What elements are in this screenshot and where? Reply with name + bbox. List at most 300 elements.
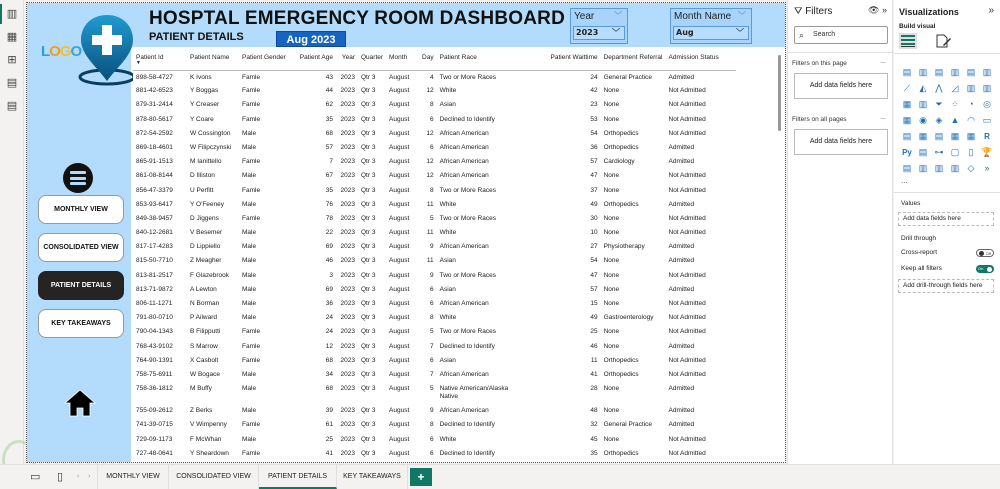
table-cell-patient-name: M Ianittello [190, 158, 222, 166]
smart-narrative-visual-icon[interactable]: ▯ [968, 146, 974, 157]
table-row[interactable] [133, 354, 736, 368]
table-cell-patient-id: 791-80-0710 [136, 314, 173, 322]
filled-map-visual-icon[interactable]: ◈ [935, 114, 943, 125]
column-header-label: Department Referral [603, 54, 663, 61]
table-cell-patient-gender: Male [242, 229, 257, 237]
table-cell-patient-race: Two or More Races [439, 271, 496, 279]
menu-button[interactable] [63, 163, 93, 193]
column-header-label: Quarter [361, 54, 384, 61]
table-row[interactable] [133, 127, 736, 141]
column-header-day[interactable] [419, 51, 437, 70]
table-cell-patient-id: 853-93-6417 [136, 200, 173, 208]
table-cell-patient-id: 758-75-6911 [136, 370, 173, 378]
tab-patient-details[interactable]: PATIENT DETAILS [259, 465, 337, 489]
table-cell-patient-race: Declined to Identify [439, 342, 495, 350]
table-row[interactable] [133, 169, 736, 183]
qa-visual-icon[interactable]: ▢ [950, 146, 960, 157]
table-cell-year: 2023 [340, 143, 355, 151]
table-cell-admission-status: Not Admitted [668, 129, 706, 137]
table-cell-patient-id: 815-50-7710 [136, 257, 173, 265]
table-cell-department-referral: None [603, 435, 620, 443]
ribbon-visual-icon[interactable]: ▦ [902, 98, 912, 109]
table-cell-patient-age: 46 [325, 257, 333, 265]
table-cell-patient-age: 36 [325, 300, 333, 307]
table-cell-patient-name: V Besemer [190, 229, 223, 237]
filters-this-page-dropzone[interactable]: Add data fields here [794, 73, 888, 99]
clustered-column-visual-icon[interactable]: ▥ [950, 66, 960, 77]
table-cell-patient-age: 68 [325, 129, 333, 137]
table-cell-patient-id: 790-04-1343 [136, 328, 173, 336]
filters-all-pages-dropzone[interactable]: Add data fields here [794, 129, 888, 155]
column-header-label: Patient Gender [242, 54, 286, 61]
shape-map-visual-icon[interactable]: ◇ [967, 162, 975, 173]
table-cell-department-referral: None [603, 285, 620, 293]
report-canvas [26, 2, 786, 463]
ribbon-line-visual-icon[interactable]: ◿ [951, 82, 959, 93]
table-cell-patient-waittime: 48 [590, 407, 598, 415]
eye-icon[interactable]: 👁 [868, 5, 880, 15]
add-page-button[interactable]: + [410, 468, 432, 486]
table-cell-admission-status: Not Admitted [668, 271, 706, 279]
column-header-patient-name[interactable] [187, 51, 239, 70]
column-header-department-referral[interactable] [601, 51, 666, 70]
table-row[interactable] [133, 226, 736, 240]
toggle-knob [979, 251, 984, 256]
table-cell-patient-age: 25 [325, 435, 333, 443]
table-cell-department-referral: Orthopedics [603, 370, 639, 378]
year-dropdown[interactable] [573, 26, 625, 40]
table-row[interactable] [133, 447, 736, 461]
table-row[interactable] [133, 283, 736, 297]
table-cell-patient-name: P Ailward [190, 314, 217, 322]
line-column-visual-icon[interactable]: ▥ [966, 82, 976, 93]
table-vertical-scrollbar[interactable] [778, 55, 781, 131]
table-row[interactable] [133, 254, 736, 268]
table-row[interactable] [133, 433, 736, 447]
column-header-quarter[interactable] [358, 51, 386, 70]
month-slicer[interactable] [670, 8, 752, 44]
decomposition-tree-visual-icon[interactable]: ⊶ [934, 146, 944, 157]
table-cell-patient-gender: Male [242, 172, 257, 180]
filters-search-input[interactable] [794, 26, 888, 44]
table-cell-patient-name: Y Boggas [190, 87, 219, 95]
pie-visual-icon[interactable]: ◔ [968, 99, 974, 109]
patient-details-table [133, 51, 783, 461]
scroll-right-icon[interactable]: › [88, 473, 91, 480]
table-cell-patient-age: 68 [325, 385, 333, 393]
donut-visual-icon[interactable]: ◎ [983, 98, 991, 109]
kpi-visual-icon[interactable]: ▦ [918, 130, 928, 141]
month-dropdown[interactable] [673, 26, 749, 40]
table-cell-patient-gender: Famle [242, 101, 261, 109]
table-cell-patient-name: Y Coare [190, 115, 214, 123]
stacked-area-visual-icon[interactable]: ⋀ [935, 82, 943, 93]
table-cell-day: 7 [429, 370, 434, 378]
azure-map-visual-icon[interactable]: ▲ [950, 115, 960, 125]
table-cell-patient-gender: Famle [242, 449, 261, 457]
funnel-visual-icon[interactable]: ⏷ [935, 98, 943, 109]
table-cell-patient-name: A Lewton [190, 285, 217, 293]
more-visual-icon[interactable]: » [984, 163, 990, 173]
table-cell-patient-waittime: 25 [590, 328, 598, 336]
scatter-visual-icon[interactable]: ⁘ [951, 98, 959, 109]
table-cell-department-referral: Physiotherapy [603, 243, 645, 251]
stacked-column-visual-icon[interactable]: ▥ [918, 66, 928, 77]
table-row[interactable] [133, 84, 736, 98]
table-row[interactable] [133, 212, 736, 226]
table-cell-quarter: Qtr 3 [361, 115, 376, 123]
filters-pane [787, 0, 893, 464]
table-cell-patient-gender: Famle [242, 214, 261, 222]
table-cell-day: 12 [426, 158, 434, 166]
table-cell-admission-status: Not Admitted [668, 101, 706, 109]
multi-row-card-visual-icon[interactable]: ▤ [902, 130, 912, 141]
area-visual-icon[interactable]: ◭ [919, 82, 927, 93]
table-cell-patient-race: African American [439, 129, 489, 137]
table-cell-admission-status: Admitted [668, 200, 695, 208]
table-cell-patient-name: V Wimpenny [190, 421, 227, 429]
table-cell-admission-status: Not Admitted [668, 172, 706, 180]
table-cell-patient-age: 44 [325, 87, 333, 95]
table-cell-month: August [389, 435, 410, 443]
waterfall-visual-icon[interactable]: ▥ [918, 98, 928, 109]
table-cell-quarter: Qtr 3 [361, 257, 376, 265]
table-cell-patient-name: D Jiggens [190, 214, 219, 222]
collapse-chevron-icon[interactable]: » [881, 5, 887, 15]
gauge-visual-icon[interactable]: ◠ [967, 114, 975, 125]
table-cell-month: August [389, 385, 410, 393]
table-cell-quarter: Qtr 3 [361, 101, 376, 109]
cross-report-label: Cross-report [901, 249, 938, 256]
table-row[interactable] [133, 368, 736, 382]
table-cell-patient-race: African American [439, 300, 489, 307]
table-cell-month: August [389, 257, 410, 265]
table-row[interactable] [133, 141, 736, 155]
tab-key-takeaways[interactable]: KEY TAKEAWAYS [337, 465, 408, 489]
slicer-visual-icon[interactable]: ▤ [934, 130, 944, 141]
table-cell-admission-status: Not Admitted [668, 435, 706, 443]
power-apps-visual-icon[interactable]: ▥ [918, 162, 928, 173]
table-cell-year: 2023 [340, 421, 355, 429]
home-icon[interactable] [63, 388, 97, 418]
table-cell-patient-race: African American [439, 172, 489, 180]
chevron-down-icon[interactable]: ﹀ [614, 11, 622, 20]
visualizations-title: Visualizations [899, 7, 959, 17]
period-badge: Aug 2023 [276, 31, 346, 47]
column-header-patient-id[interactable] [133, 51, 187, 70]
table-cell-patient-race: White [439, 200, 457, 208]
clustered-bar-visual-icon[interactable]: ▤ [934, 66, 944, 77]
table-cell-patient-age: 39 [325, 407, 333, 415]
tab-monthly-view[interactable]: MONTHLY VIEW [97, 465, 169, 489]
column-header-label: Day [422, 54, 434, 61]
column-header-month[interactable] [386, 51, 419, 70]
stacked-bar-visual-icon[interactable]: ▤ [902, 66, 912, 77]
table-cell-admission-status: Not Admitted [668, 229, 706, 237]
table-cell-month: August [389, 407, 410, 415]
table-cell-department-referral: General Practice [603, 73, 653, 81]
nav-consolidated-view-button[interactable]: CONSOLIDATED VIEW [38, 233, 124, 262]
table-row[interactable] [133, 311, 736, 325]
filters-header-icons [868, 5, 887, 16]
chevron-down-icon: ﹀ [612, 28, 620, 37]
table-row[interactable] [133, 113, 736, 127]
table-cell-year: 2023 [340, 385, 355, 393]
table-cell-patient-waittime: 47 [590, 172, 598, 180]
year-slicer[interactable] [570, 8, 628, 44]
mobile-layout-icon[interactable]: ▯ [57, 471, 64, 483]
table-row[interactable] [133, 340, 736, 354]
table-row[interactable] [133, 155, 736, 169]
tab-consolidated-view[interactable]: CONSOLIDATED VIEW [169, 465, 259, 489]
table-cell-patient-gender: Famle [242, 87, 261, 95]
column-header-patient-waittime[interactable] [529, 51, 601, 70]
power-automate-visual-icon[interactable]: ▥ [934, 162, 944, 173]
table-cell-quarter: Qtr 3 [361, 314, 376, 322]
cross-report-toggle[interactable] [976, 249, 994, 257]
table-cell-month: August [389, 101, 410, 109]
python-visual-visual-icon[interactable]: Py [902, 147, 912, 157]
key-influencers-visual-icon[interactable]: ▤ [918, 146, 928, 157]
table-cell-patient-age: 41 [325, 449, 333, 457]
column-header-year[interactable] [336, 51, 358, 70]
table-cell-month: August [389, 421, 410, 429]
table-cell-patient-id: 879-31-2414 [136, 101, 173, 109]
table-cell-patient-gender: Famle [242, 421, 261, 429]
table-cell-quarter: Qtr 3 [361, 214, 376, 222]
line-stacked-column-visual-icon[interactable]: ▥ [982, 82, 992, 93]
table-cell-year: 2023 [340, 186, 355, 194]
table-cell-patient-waittime: 36 [590, 143, 598, 151]
table-cell-day: 9 [429, 243, 434, 251]
table-cell-year: 2023 [340, 328, 355, 336]
filters-this-page-label: Filters on this page [792, 60, 847, 67]
table-cell-quarter: Qtr 3 [361, 129, 376, 137]
more-options-icon[interactable]: ... [880, 114, 886, 121]
values-label: Values [901, 200, 921, 207]
matrix-visual-icon[interactable]: ▦ [966, 130, 976, 141]
line-visual-icon[interactable]: ⟋ [903, 82, 911, 93]
sort-descending-icon[interactable]: ▼ [136, 60, 141, 66]
table-cell-day: 9 [429, 407, 434, 415]
table-cell-day: 6 [429, 300, 434, 307]
table-cell-patient-age: 78 [325, 214, 333, 222]
table-cell-patient-waittime: 23 [590, 101, 598, 109]
table-cell-patient-race: Declined to Identify [439, 421, 495, 429]
table-cell-quarter: Qtr 3 [361, 421, 376, 429]
table-cell-day: 8 [429, 421, 434, 429]
table-cell-patient-gender: Male [242, 257, 257, 265]
table-cell-patient-race: Two or More Races [439, 186, 496, 194]
table-cell-year: 2023 [340, 129, 355, 137]
table-cell-day: 11 [426, 200, 434, 208]
visual-type-gallery [899, 64, 997, 176]
column-header-label: Patient Id [136, 54, 164, 61]
table-cell-patient-id: 741-39-0715 [136, 421, 173, 429]
filters-title: Filters [805, 6, 833, 17]
table-cell-day: 6 [429, 356, 434, 364]
values-dropzone[interactable]: Add data fields here [898, 212, 994, 226]
100-column-visual-icon[interactable]: ▥ [982, 66, 992, 77]
drill-through-label: Drill through [901, 235, 937, 242]
report-view-icon[interactable]: ▥ [6, 7, 18, 20]
table-cell-department-referral: None [603, 87, 620, 95]
table-cell-year: 2023 [340, 356, 355, 364]
table-cell-patient-age: 22 [325, 229, 333, 237]
table-cell-patient-gender: Famle [242, 158, 261, 166]
keep-all-filters-toggle[interactable] [976, 265, 994, 273]
table-cell-department-referral: None [603, 172, 620, 180]
drill-through-dropzone[interactable]: Add drill-through fields here [898, 279, 994, 293]
table-cell-patient-name: F McWhan [190, 435, 222, 443]
table-view-icon[interactable]: ▦ [6, 30, 18, 43]
tmdl-view-icon[interactable]: ▤ [6, 99, 18, 112]
column-header-label: Patient Waittime [550, 54, 598, 61]
table-cell-patient-age: 24 [325, 328, 333, 336]
table-cell-admission-status: Not Admitted [668, 300, 706, 307]
column-header-patient-gender[interactable] [239, 51, 290, 70]
header-banner [27, 3, 785, 47]
column-header-label: Patient Age [299, 54, 333, 61]
table-cell-patient-race: African American [439, 143, 489, 151]
column-header-admission-status[interactable] [666, 51, 736, 70]
build-visual-icon[interactable] [899, 33, 917, 49]
active-view-indicator [0, 4, 2, 24]
arcgis-visual-icon[interactable]: ▥ [950, 162, 960, 173]
table-cell-month: August [389, 115, 410, 123]
table-row[interactable] [133, 404, 736, 418]
table-cell-quarter: Qtr 3 [361, 356, 376, 364]
table-row[interactable] [133, 297, 736, 311]
table-cell-patient-age: 67 [325, 172, 333, 180]
table-cell-admission-status: Not Admitted [668, 87, 706, 95]
table-cell-admission-status: Admitted [668, 257, 695, 265]
goals-visual-icon[interactable]: 🏆 [981, 146, 993, 157]
table-cell-month: August [389, 73, 410, 81]
card-visual-icon[interactable]: ▭ [982, 114, 992, 125]
table-cell-year: 2023 [340, 200, 355, 208]
table-cell-admission-status: Admitted [668, 421, 695, 429]
treemap-visual-icon[interactable]: ▦ [902, 114, 912, 125]
scroll-left-icon[interactable]: ‹ [77, 473, 80, 480]
model-view-icon[interactable]: ⊞ [7, 53, 17, 66]
year-slicer-label: Year [574, 11, 595, 22]
table-row[interactable] [133, 269, 736, 283]
map-visual-icon[interactable]: ◉ [919, 114, 927, 125]
table-cell-quarter: Qtr 3 [361, 73, 376, 81]
table-header-row [133, 51, 736, 70]
table-cell-year: 2023 [340, 342, 355, 350]
table-cell-patient-age: 34 [325, 370, 333, 378]
search-placeholder: Search [813, 31, 836, 38]
nav-key-takeaways-button[interactable]: KEY TAKEAWAYS [38, 309, 124, 338]
paginated-visual-icon[interactable]: ▤ [902, 162, 912, 173]
more-visuals-icon[interactable]: ... [901, 176, 908, 185]
table-cell-patient-name: Y Creaser [190, 101, 220, 109]
table-cell-patient-gender: Male [242, 385, 257, 393]
table-cell-quarter: Qtr 3 [361, 385, 376, 393]
table-cell-patient-waittime: 10 [590, 229, 598, 237]
table-cell-patient-race: African American [439, 243, 489, 251]
100-bar-visual-icon[interactable]: ▤ [966, 66, 976, 77]
format-visual-icon[interactable] [934, 33, 952, 49]
collapse-chevron-icon[interactable]: » [988, 5, 994, 16]
table-cell-department-referral: None [603, 257, 620, 265]
table-row[interactable] [133, 325, 736, 339]
table-cell-day: 6 [429, 115, 434, 123]
toggle-knob [987, 267, 992, 272]
nav-patient-details-button[interactable]: PATIENT DETAILS [38, 271, 124, 300]
table-row[interactable] [133, 98, 736, 112]
table-row[interactable] [133, 70, 736, 84]
column-header-label: Patient Name [190, 54, 230, 61]
table-cell-day: 5 [429, 214, 434, 222]
table-cell-patient-race: Asian [439, 285, 456, 293]
table-cell-day: 9 [429, 271, 434, 279]
table-cell-month: August [389, 314, 410, 322]
table-cell-patient-name: W Cossington [190, 129, 231, 137]
table-row[interactable] [133, 382, 736, 404]
table-cell-department-referral: None [603, 328, 620, 336]
table-cell-patient-name: B Filipputti [190, 328, 221, 336]
r-visual-visual-icon[interactable]: R [984, 131, 990, 141]
table-cell-patient-waittime: 53 [590, 115, 598, 123]
desktop-layout-icon[interactable]: ▭ [30, 471, 41, 483]
chevron-down-icon[interactable]: ﹀ [738, 11, 746, 20]
table-cell-patient-id: 856-47-3379 [136, 186, 173, 194]
table-cell-month: August [389, 243, 410, 251]
table-cell-month: August [389, 87, 410, 95]
dax-query-icon[interactable]: ▤ [6, 76, 18, 89]
table-cell-admission-status: Admitted [668, 143, 695, 151]
nav-monthly-view-button[interactable]: MONTHLY VIEW [38, 195, 124, 224]
table-visual-icon[interactable]: ▦ [950, 130, 960, 141]
table-cell-patient-gender: Male [242, 314, 257, 322]
month-slicer-label: Month Name [674, 11, 732, 22]
table-cell-patient-name: Y O'Feeney [190, 200, 225, 208]
column-header-patient-age[interactable] [290, 51, 336, 70]
table-cell-admission-status: Admitted [668, 407, 695, 415]
table-cell-month: August [389, 158, 410, 166]
page-tab-bar [0, 464, 1000, 489]
more-options-icon[interactable]: ... [880, 58, 886, 65]
table-cell-patient-waittime: 45 [590, 435, 598, 443]
table-cell-patient-name: Z Berks [190, 407, 213, 415]
divider [788, 52, 894, 53]
table-cell-patient-id: 849-38-9457 [136, 214, 173, 222]
table-cell-month: August [389, 342, 410, 350]
table-cell-day: 8 [429, 314, 434, 322]
table-row[interactable] [133, 240, 736, 254]
table-cell-admission-status: Not Admitted [668, 186, 706, 194]
table-cell-patient-id: 865-91-1513 [136, 158, 173, 166]
table-row[interactable] [133, 184, 736, 198]
table-cell-admission-status: Not Admitted [668, 370, 706, 378]
table-cell-admission-status: Not Admitted [668, 328, 706, 336]
table-cell-day: 8 [429, 101, 434, 109]
table-cell-quarter: Qtr 3 [361, 435, 376, 443]
table-cell-patient-name: W Filipczynski [190, 143, 232, 151]
column-header-patient-race[interactable] [437, 51, 529, 70]
table-cell-department-referral: Orthopedics [603, 449, 639, 457]
table-cell-patient-waittime: 37 [590, 186, 598, 194]
table-cell-department-referral: None [603, 300, 620, 307]
column-header-label: Patient Race [439, 54, 477, 61]
table-cell-department-referral: None [603, 101, 620, 109]
table-row[interactable] [133, 198, 736, 212]
table-row[interactable] [133, 418, 736, 432]
year-value: 2023 [576, 28, 599, 37]
